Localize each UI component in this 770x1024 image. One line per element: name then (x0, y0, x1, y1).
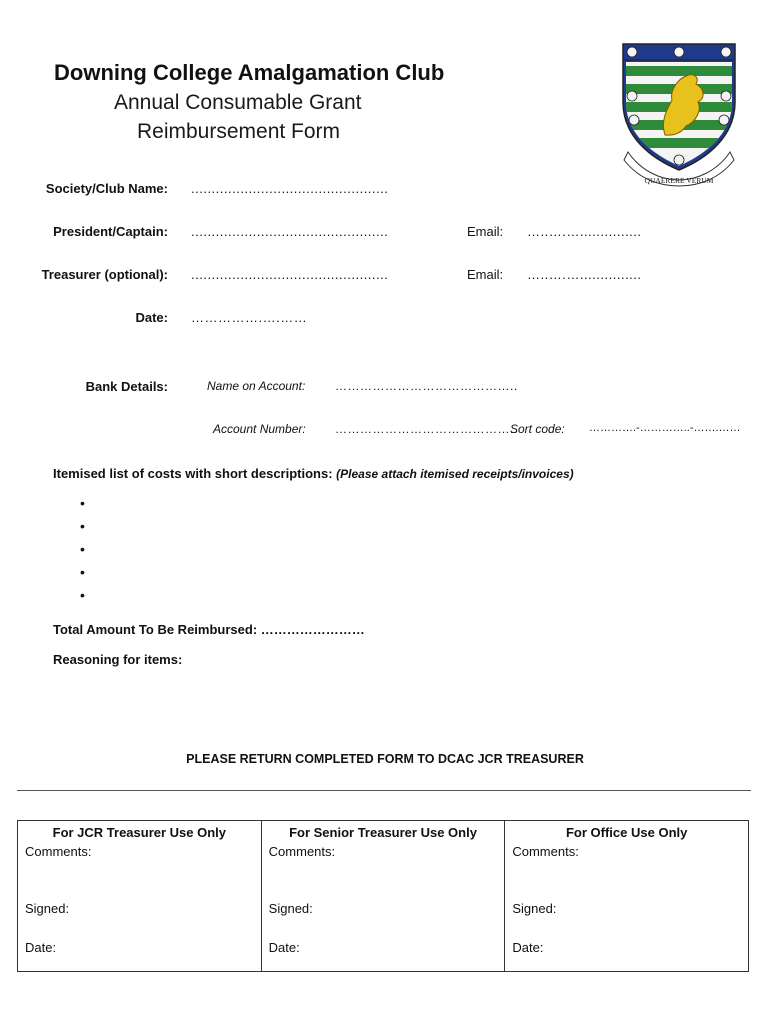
column-heading: For Office Use Only (565, 825, 688, 840)
president-label: President/Captain: (53, 224, 168, 239)
itemised-heading: Itemised list of costs with short descriptions: (53, 466, 333, 481)
senior-treasurer-column (262, 821, 506, 971)
president-email-input-line[interactable]: …..….…............... (527, 224, 642, 239)
jcr-treasurer-column (18, 821, 262, 971)
signed-field[interactable]: Signed: (25, 901, 70, 916)
date-field[interactable]: Date: (25, 940, 57, 955)
reasoning-label: Reasoning for items: (53, 652, 183, 667)
date-field[interactable]: Date: (512, 940, 544, 955)
column-heading: For JCR Treasurer Use Only (52, 825, 227, 840)
form-subtitle-line1: Annual Consumable Grant (114, 91, 362, 114)
president-email-label: Email: (467, 224, 504, 239)
account-number-label: Account Number: (213, 422, 306, 436)
treasurer-email-input-line[interactable]: …..….…............... (527, 267, 642, 282)
date-field[interactable]: Date: (268, 940, 300, 955)
signed-field[interactable]: Signed: (512, 901, 557, 916)
signed-field[interactable]: Signed: (268, 901, 313, 916)
list-item-bullet[interactable]: • (80, 564, 85, 580)
form-subtitle-line2: Reimbursement Form (137, 120, 341, 143)
comments-field[interactable]: Comments: (268, 844, 336, 859)
bank-details-label: Bank Details: (85, 379, 168, 394)
office-use-table (17, 820, 749, 972)
list-item-bullet[interactable]: • (80, 587, 85, 603)
list-item-bullet[interactable]: • (80, 541, 85, 557)
treasurer-email-label: Email: (467, 267, 504, 282)
column-heading: For Senior Treasurer Use Only (289, 825, 477, 840)
account-name-input-line[interactable]: …………………………………….. (335, 379, 518, 393)
comments-field[interactable]: Comments: (512, 844, 579, 859)
treasurer-label: Treasurer (optional): (41, 267, 168, 282)
society-input-line[interactable]: ................................................ (191, 181, 389, 196)
list-item-bullet[interactable]: • (80, 495, 85, 511)
total-row (53, 622, 365, 637)
president-input-line[interactable]: ................................................ (191, 224, 389, 239)
account-number-input-line[interactable]: …………………………………….. (335, 422, 518, 436)
date-input-line[interactable]: …………….….…… (191, 310, 308, 325)
form-title: Downing College Amalgamation Club (54, 60, 445, 85)
comments-field[interactable]: Comments: (25, 844, 92, 859)
date-label: Date: (135, 310, 168, 325)
society-label: Society/Club Name: (45, 181, 168, 196)
return-instruction: PLEASE RETURN COMPLETED FORM TO DCAC JCR TREASURER (186, 752, 584, 766)
treasurer-input-line[interactable]: ................................................ (191, 267, 389, 282)
college-crest-logo (620, 40, 738, 190)
sort-code-label: Sort code: (510, 422, 565, 436)
sort-code-input-line[interactable]: ………….-…………..-…….…… (589, 422, 741, 434)
list-item-bullet[interactable]: • (80, 518, 85, 534)
itemised-note: (Please attach itemised receipts/invoices) (336, 467, 574, 481)
crest-motto: QUAERERE VERUM (644, 176, 714, 185)
total-label: Total Amount To Be Reimbursed: (53, 622, 258, 637)
total-input-line[interactable]: …………………… (260, 622, 365, 637)
account-name-label: Name on Account: (207, 379, 306, 393)
office-use-column (505, 821, 748, 971)
itemised-heading-row (53, 466, 574, 481)
divider (17, 790, 751, 791)
